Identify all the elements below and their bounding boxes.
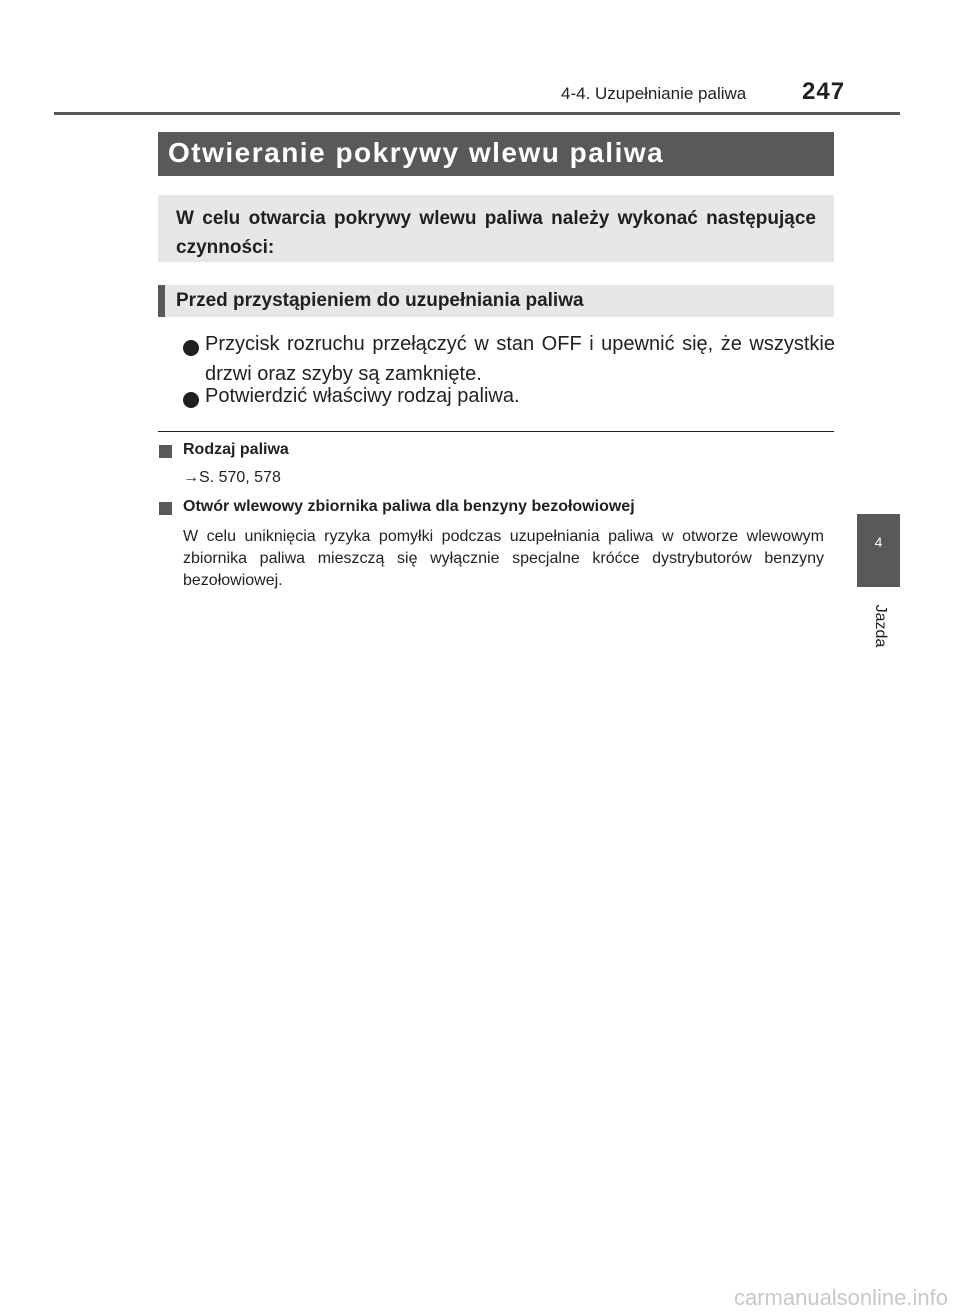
subheading-bar xyxy=(158,285,834,317)
intro-box xyxy=(158,195,834,262)
header-divider xyxy=(54,112,900,115)
intro-text: W celu otwarcia pokrywy wlewu paliwa należy wykonać następujące czynności: xyxy=(176,208,816,258)
note-heading: Otwór wlewowy zbiornika paliwa dla benzyny bezołowiowej xyxy=(183,498,635,515)
watermark: carmanualsonline.info xyxy=(733,1285,948,1310)
chapter-number: 4 xyxy=(874,534,883,550)
page-title: Otwieranie pokrywy wlewu paliwa xyxy=(168,137,665,168)
header-section-title: 4-4. Uzupełnianie paliwa xyxy=(561,84,747,103)
bullet-dot-icon xyxy=(183,340,199,356)
square-bullet-icon xyxy=(159,445,172,458)
square-bullet-icon xyxy=(159,502,172,515)
title-bar xyxy=(158,132,834,176)
bullet-item: Potwierdzić właściwy rodzaj paliwa. xyxy=(205,385,520,407)
subheading-text: Przed przystąpieniem do uzupełniania paliwa xyxy=(176,290,584,311)
bullet-dot-icon xyxy=(183,392,199,408)
bullet-item: Przycisk rozruchu przełączyć w stan OFF i upewnić się, że wszystkie drzwi oraz szyby są zamknięte. xyxy=(205,333,835,385)
page-number: 247 xyxy=(802,78,846,105)
note-body: W celu uniknięcia ryzyka pomyłki podczas uzupełniania paliwa w otworze wlewowym zbiornika paliwa mieszczą się wyłącznie specjalne króćce dystrybutorów benzyny bezołowiowej. xyxy=(183,528,824,589)
note-heading: Rodzaj paliwa xyxy=(183,441,289,458)
chapter-label xyxy=(854,596,904,656)
notes-divider xyxy=(158,431,834,432)
subheading-accent xyxy=(158,285,165,317)
chapter-tab[interactable] xyxy=(857,514,900,587)
chapter-label-text: Jazda xyxy=(872,604,889,648)
page-reference-link[interactable]: →S. 570, 578 xyxy=(183,469,281,486)
